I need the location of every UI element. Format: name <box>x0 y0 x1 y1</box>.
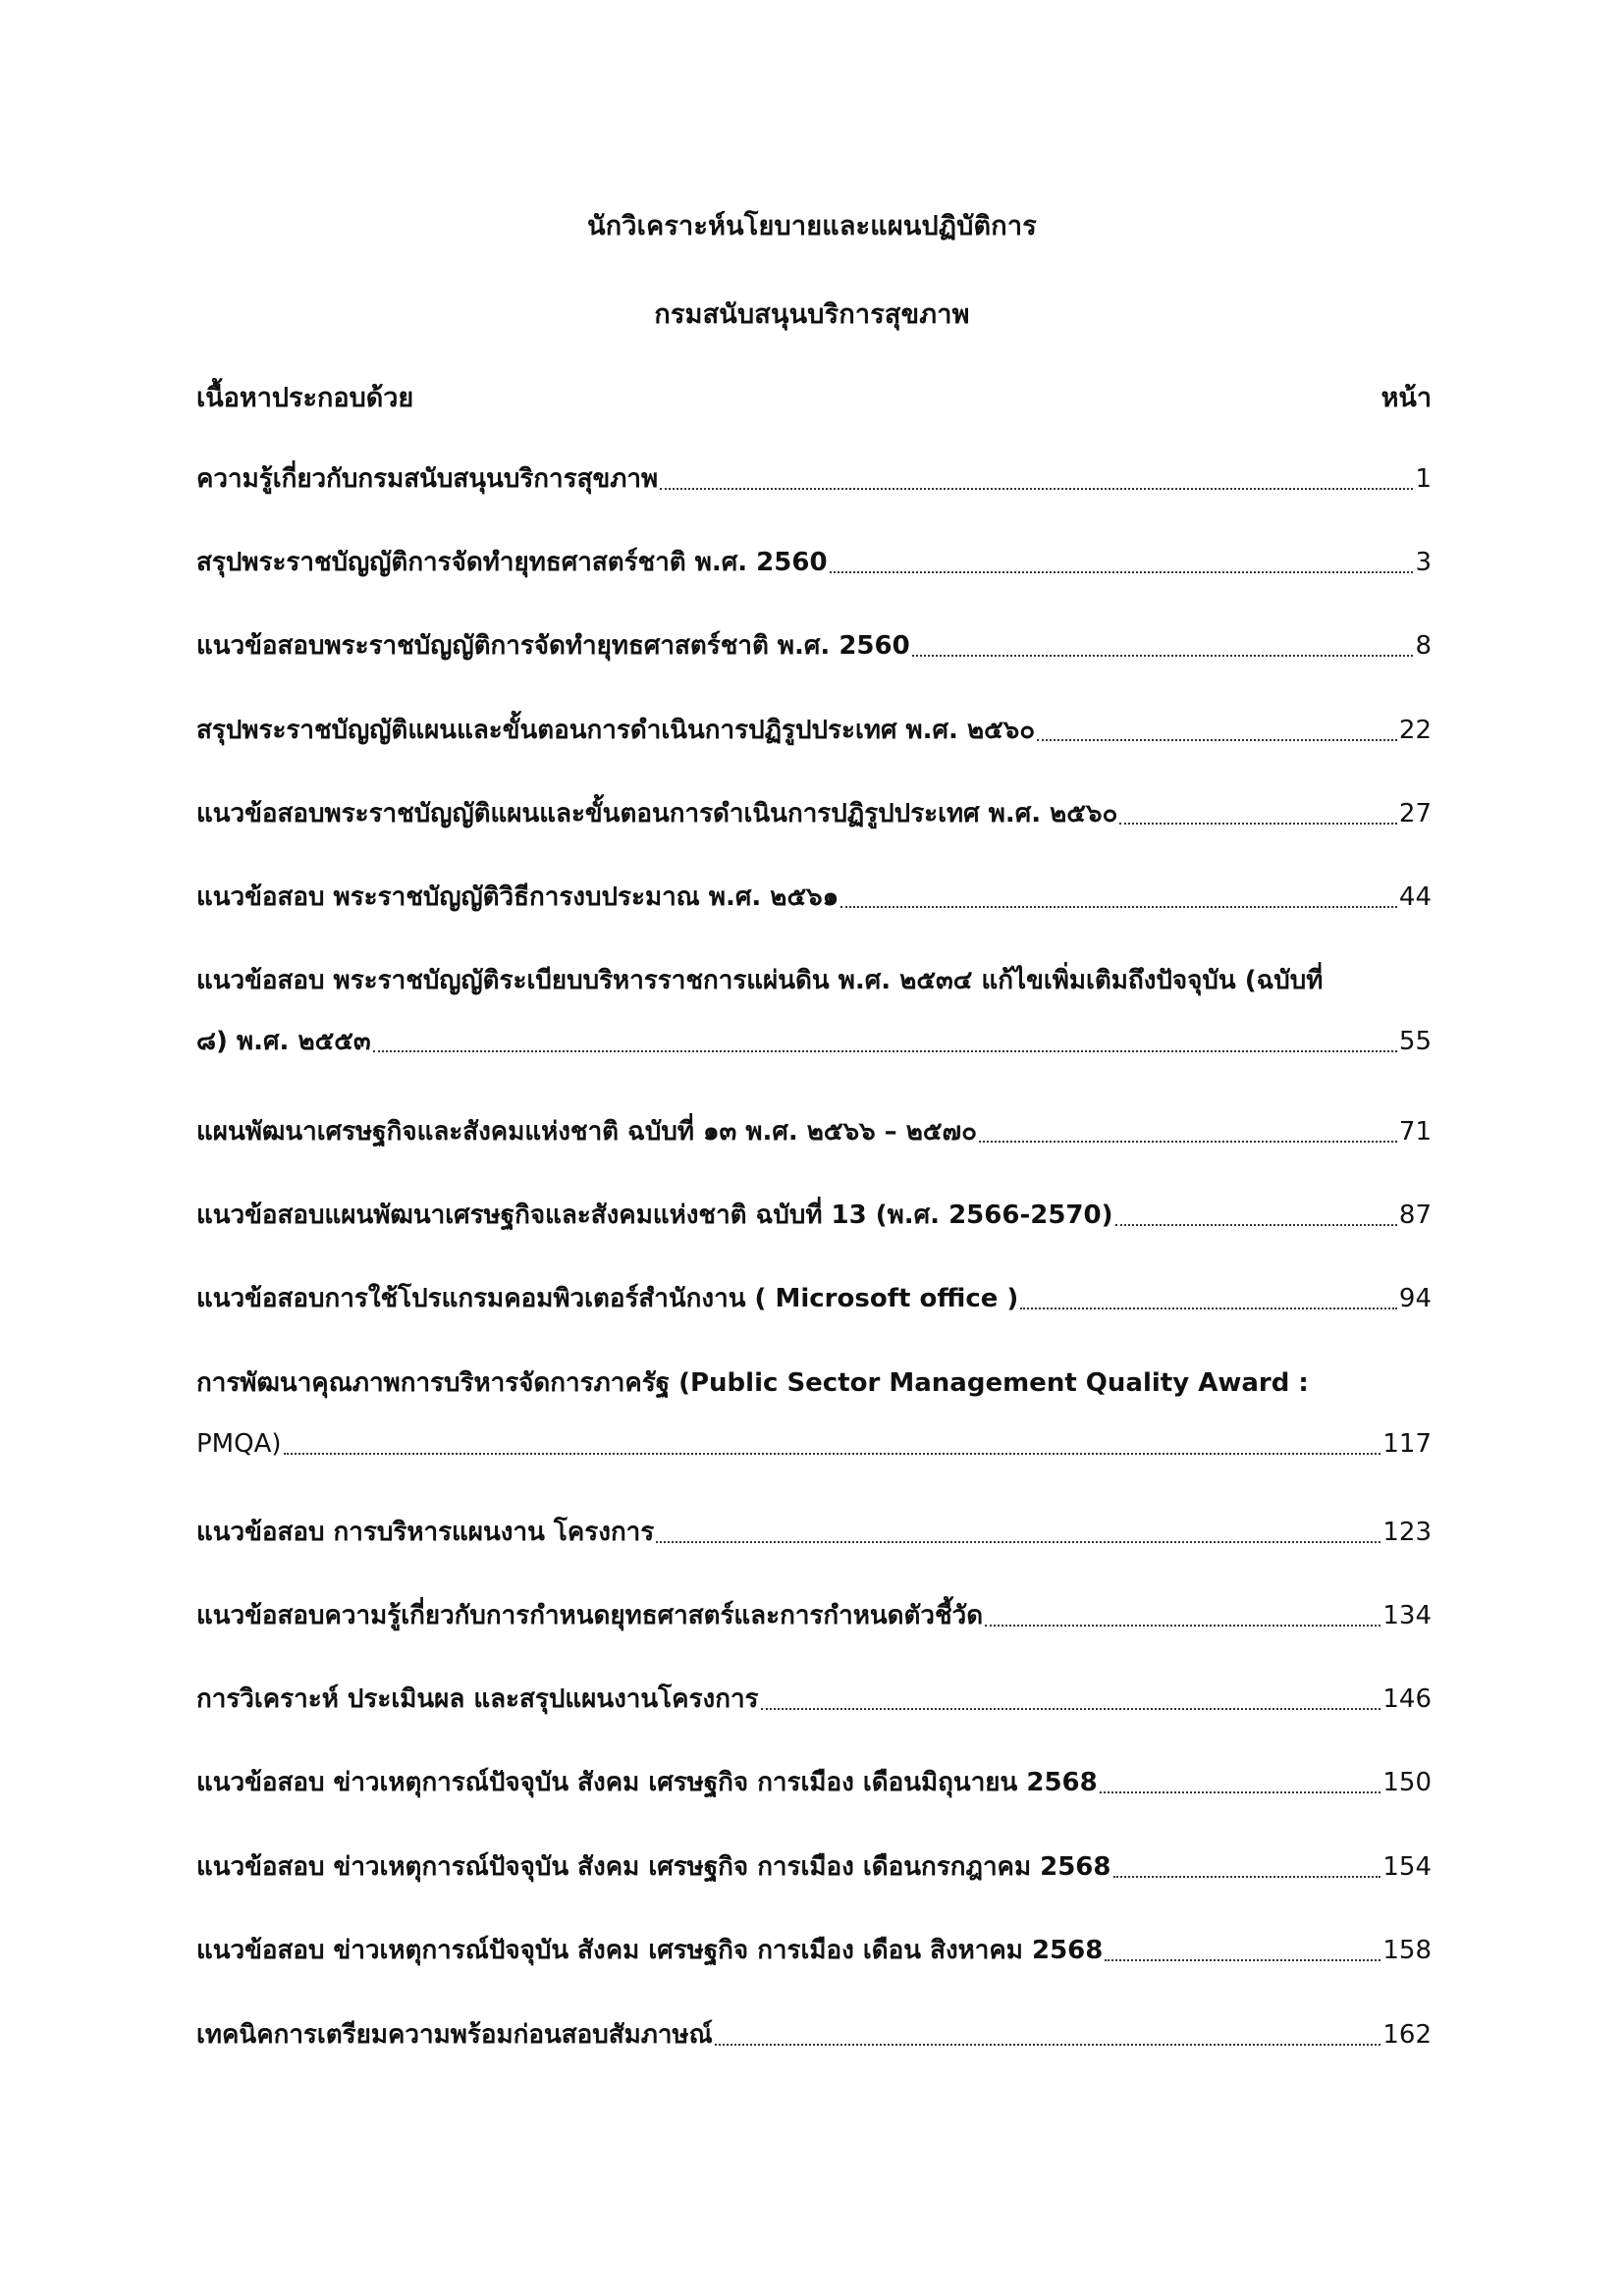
toc-entry[interactable] <box>196 2015 1432 2055</box>
toc-entry-title: แนวข้อสอบ ข่าวเหตุการณ์ปัจจุบัน สังคม เศรษฐกิจ การเมือง เดือน สิงหาคม 2568 <box>196 1936 1104 1965</box>
toc-entry-title: แนวข้อสอบ พระราชบัญญัติวิธีการงบประมาณ พ.ศ. ๒๕๖๑ <box>196 882 839 912</box>
toc-entry[interactable] <box>196 1363 1432 1464</box>
toc-entry-title: แนวข้อสอบความรู้เกี่ยวกับการกำหนดยุทธศาสตร์และการกำหนดตัวชี้วัด <box>196 1601 984 1630</box>
toc-entry-page: 87 <box>1398 1201 1432 1230</box>
toc-entry-page: 150 <box>1382 1768 1432 1797</box>
toc-entry-title: แนวข้อสอบ ข่าวเหตุการณ์ปัจจุบัน สังคม เศรษฐกิจ การเมือง เดือนกรกฎาคม 2568 <box>196 1852 1111 1882</box>
toc-entry-title: PMQA) <box>196 1429 282 1459</box>
toc-entry-page: 55 <box>1398 1027 1432 1056</box>
toc-entry-title: แนวข้อสอบการใช้โปรแกรมคอมพิวเตอร์สำนักงาน ( Microsoft office ) <box>196 1284 1019 1313</box>
toc-entry-title: แนวข้อสอบแผนพัฒนาเศรษฐกิจและสังคมแห่งชาติ ฉบับที่ 13 (พ.ศ. 2566-2570) <box>196 1201 1113 1230</box>
toc-entry-title: แผนพัฒนาเศรษฐกิจและสังคมแห่งชาติ ฉบับที่ ๑๓ พ.ศ. ๒๕๖๖ – ๒๕๗๐ <box>196 1117 977 1147</box>
toc-entry-title: แนวข้อสอบพระราชบัญญัติแผนและขั้นตอนการดำเนินการปฏิรูปประเทศ พ.ศ. ๒๕๖๐ <box>196 799 1118 828</box>
toc-entry[interactable] <box>196 1513 1432 1552</box>
toc-entry[interactable] <box>196 543 1432 582</box>
toc-entry[interactable] <box>196 961 1432 1061</box>
document-title: นักวิเคราะห์นโยบายและแผนปฏิบัติการ <box>587 211 1037 241</box>
dot-leader <box>761 1698 1381 1710</box>
dot-leader <box>1100 1782 1381 1793</box>
dot-leader <box>660 478 1413 490</box>
toc-entry-title: แนวข้อสอบ การบริหารแผนงาน โครงการ <box>196 1518 655 1547</box>
toc-entry-title: เทคนิคการเตรียมความพร้อมก่อนสอบสัมภาษณ์ <box>196 2020 713 2050</box>
toc-entry[interactable] <box>196 1596 1432 1635</box>
dot-leader <box>985 1615 1380 1627</box>
dot-leader <box>1119 813 1397 825</box>
dot-leader <box>373 1041 1397 1052</box>
toc-entry-page: 3 <box>1415 548 1432 577</box>
dot-leader <box>1037 729 1397 741</box>
dot-leader <box>979 1131 1397 1143</box>
dot-leader <box>1113 1866 1381 1878</box>
toc-entry-page: 146 <box>1382 1684 1432 1714</box>
toc-entry-page: 154 <box>1382 1852 1432 1882</box>
dot-leader <box>1020 1298 1397 1309</box>
toc-entry-page: 71 <box>1398 1117 1432 1147</box>
toc-entry-title: ๘) พ.ศ. ๒๕๕๓ <box>196 1027 371 1056</box>
page-label: หน้า <box>1380 383 1432 413</box>
toc-entry-title: สรุปพระราชบัญญัติแผนและขั้นตอนการดำเนินการปฏิรูปประเทศ พ.ศ. ๒๕๖๐ <box>196 716 1036 745</box>
toc-entry-page: 8 <box>1415 631 1432 661</box>
toc-entry-page: 123 <box>1382 1518 1432 1547</box>
dot-leader <box>1115 1214 1397 1226</box>
toc-entry[interactable] <box>196 711 1432 750</box>
toc-entry-page: 94 <box>1398 1284 1432 1313</box>
toc-entry-page: 22 <box>1398 716 1432 745</box>
toc-entry-page: 134 <box>1382 1601 1432 1630</box>
toc-entry-title: แนวข้อสอบพระราชบัญญัติการจัดทำยุทธศาสตร์ชาติ พ.ศ. 2560 <box>196 631 910 661</box>
toc-entry[interactable] <box>196 1279 1432 1318</box>
toc-entry[interactable] <box>196 1196 1432 1235</box>
toc-entry-title-line1: การพัฒนาคุณภาพการบริหารจัดการภาครัฐ (Public Sector Management Quality Award : <box>196 1368 1309 1398</box>
dot-leader <box>284 1443 1381 1455</box>
toc-entry-page: 1 <box>1415 464 1432 494</box>
dot-leader <box>840 896 1397 908</box>
toc-entry[interactable] <box>196 1847 1432 1887</box>
document-subtitle: กรมสนับสนุนบริการสุขภาพ <box>654 299 970 330</box>
toc-entry-page: 158 <box>1382 1936 1432 1965</box>
dot-leader <box>715 2034 1381 2046</box>
contents-label: เนื้อหาประกอบด้วย <box>196 383 414 413</box>
toc-entry-page: 162 <box>1382 2020 1432 2050</box>
toc-entry-title-line1: แนวข้อสอบ พระราชบัญญัติระเบียบบริหารราชการแผ่นดิน พ.ศ. ๒๕๓๔ แก้ไขเพิ่มเติมถึงปัจจุบัน (ฉบับที่ <box>196 966 1324 995</box>
toc-header <box>196 376 1432 418</box>
dot-leader <box>830 561 1414 573</box>
toc-entry-title: ความรู้เกี่ยวกับกรมสนับสนุนบริการสุขภาพ <box>196 464 659 494</box>
toc-entry[interactable] <box>196 1112 1432 1151</box>
toc-entry[interactable] <box>196 1763 1432 1802</box>
toc-entry[interactable] <box>196 1680 1432 1719</box>
toc-entry-page: 117 <box>1382 1429 1432 1459</box>
toc-entry[interactable] <box>196 878 1432 917</box>
toc-entry[interactable] <box>196 626 1432 666</box>
toc-entry[interactable] <box>196 794 1432 833</box>
toc-entry-title: สรุปพระราชบัญญัติการจัดทำยุทธศาสตร์ชาติ พ.ศ. 2560 <box>196 548 828 577</box>
dot-leader <box>912 645 1414 657</box>
toc-entry-title: การวิเคราะห์ ประเมินผล และสรุปแผนงานโครงการ <box>196 1684 759 1714</box>
toc-entry[interactable] <box>196 1931 1432 1970</box>
toc-entry-title: แนวข้อสอบ ข่าวเหตุการณ์ปัจจุบัน สังคม เศรษฐกิจ การเมือง เดือนมิถุนายน 2568 <box>196 1768 1098 1797</box>
toc-entry-page: 27 <box>1398 799 1432 828</box>
toc-entry[interactable] <box>196 459 1432 499</box>
dot-leader <box>1105 1949 1380 1961</box>
dot-leader <box>656 1531 1380 1543</box>
toc-entry-page: 44 <box>1398 882 1432 912</box>
